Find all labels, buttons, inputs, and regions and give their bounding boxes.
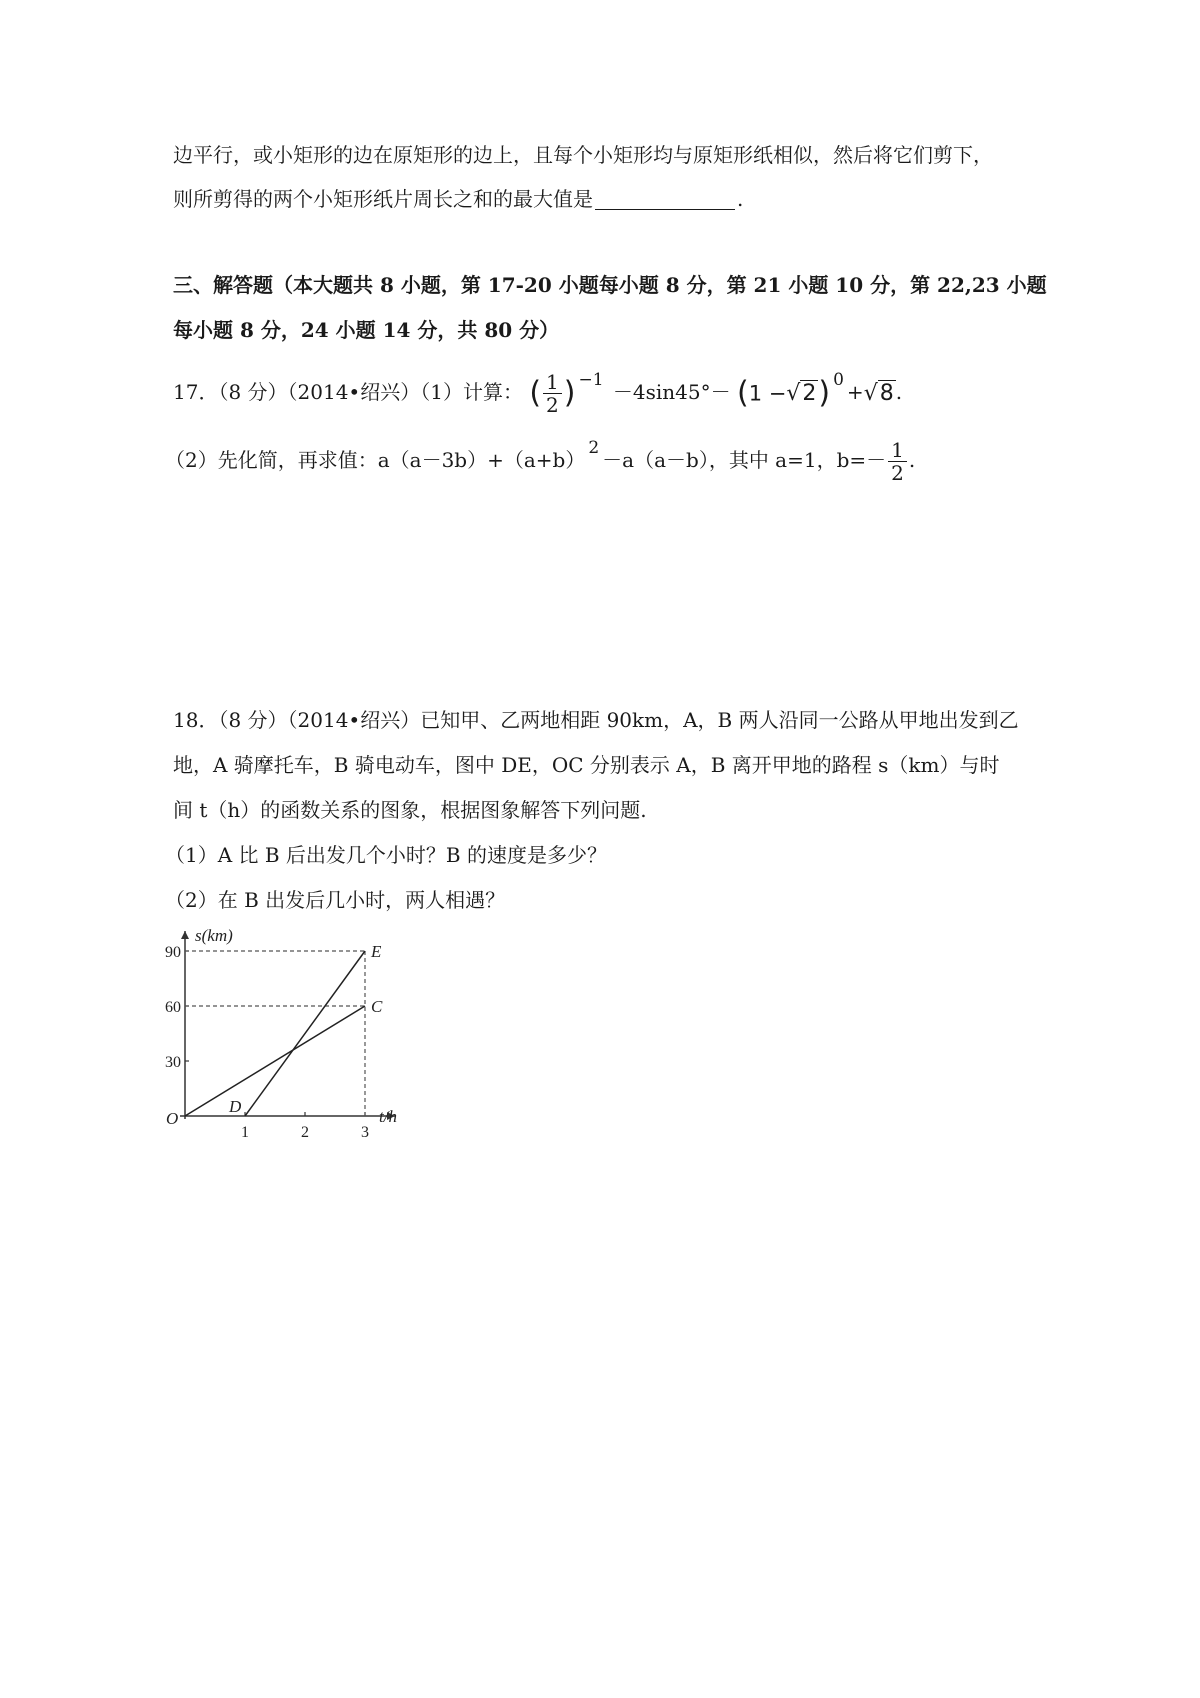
point-label-D: D bbox=[229, 1097, 242, 1116]
q17-part2-end: . bbox=[908, 448, 916, 472]
continuation-period: . bbox=[737, 187, 744, 211]
y-axis-label: s(km) bbox=[195, 926, 233, 945]
q18-line-1: 18．（8 分）（2014•绍兴）已知甲、乙两地相距 90km，A，B 两人沿同一公路从甲地出发到乙 bbox=[173, 708, 1019, 732]
q17-end: . bbox=[895, 380, 903, 404]
y-tick-label-30: 30 bbox=[165, 1054, 181, 1071]
guide-lines bbox=[185, 951, 365, 1116]
series-line-DE bbox=[245, 951, 365, 1116]
section-header-line-1: 三、解答题（本大题共 8 小题，第 17-20 小题每小题 8 分，第 21 小题 10 分，第 22,23 小题 bbox=[173, 273, 1047, 297]
continuation-line-1: 边平行，或小矩形的边在原矩形的边上，且每个小矩形均与原矩形纸相似，然后将它们剪下， bbox=[173, 143, 993, 167]
fraction-denominator: 2 bbox=[546, 393, 559, 417]
q17-paren-open-1: ( bbox=[529, 375, 542, 411]
radicand: 2 bbox=[802, 380, 817, 406]
q17-part2 bbox=[165, 430, 915, 490]
fraction-denominator: 2 bbox=[891, 461, 904, 485]
y-tick-label-60: 60 bbox=[165, 999, 181, 1016]
point-label-E: E bbox=[371, 942, 382, 961]
x-tick-label-3: 3 bbox=[361, 1124, 369, 1141]
answer-blank bbox=[595, 189, 735, 210]
q17-paren-open-2: ( bbox=[736, 375, 749, 411]
y-tick-label-90: 90 bbox=[165, 944, 181, 961]
q17-exponent-zero: 0 bbox=[833, 370, 844, 390]
q18-subquestion-1: （1）A 比 B 后出发几个小时？B 的速度是多少？ bbox=[165, 843, 607, 867]
radicand: 8 bbox=[879, 380, 894, 406]
origin-label: O bbox=[166, 1109, 179, 1128]
q17-part2-text: （2）先化简，再求值：a（a－3b）+（a+b） bbox=[165, 448, 586, 472]
y-axis-arrow bbox=[181, 931, 189, 939]
q17-one-minus: 1 − bbox=[748, 381, 787, 406]
q17-part2-fraction bbox=[888, 439, 907, 484]
q17-part2-text2: －a（a－b），其中 a=1，b=－ bbox=[602, 448, 887, 472]
q17-exponent-neg1: −1 bbox=[578, 370, 604, 390]
continuation-text: 则所剪得的两个小矩形纸片周长之和的最大值是 bbox=[173, 187, 593, 211]
axes bbox=[180, 931, 395, 1120]
point-label-C: C bbox=[371, 997, 383, 1016]
continuation-line-2 bbox=[173, 184, 743, 214]
q18-line-2: 地，A 骑摩托车，B 骑电动车，图中 DE，OC 分别表示 A，B 离开甲地的路程 s（km）与时 bbox=[173, 753, 1000, 777]
x-tick-label-1: 1 bbox=[241, 1124, 249, 1141]
q17-fraction-half bbox=[543, 371, 562, 416]
q17-paren-close-1: ) bbox=[563, 375, 576, 411]
q17-paren-close-2: ) bbox=[818, 375, 831, 411]
q17-part2-exponent: 2 bbox=[588, 438, 600, 458]
series-lines bbox=[185, 951, 365, 1116]
q18-line-3: 间 t（h）的函数关系的图象，根据图象解答下列问题. bbox=[173, 798, 647, 822]
x-tick-label-2: 2 bbox=[301, 1124, 309, 1141]
q17-middle: －4sin45°－ bbox=[612, 380, 731, 404]
q17-sqrt-2: √2 bbox=[786, 380, 817, 406]
q17-prefix: 17．（8 分）（2014•绍兴）（1）计算： bbox=[173, 380, 523, 404]
q17-plus: + bbox=[846, 380, 864, 404]
fraction-numerator: 1 bbox=[543, 371, 562, 394]
distance-time-graph bbox=[165, 926, 450, 1145]
fraction-numerator: 1 bbox=[888, 439, 907, 462]
q18-subquestion-2: （2）在 B 出发后几小时，两人相遇？ bbox=[165, 888, 506, 912]
graph-labels bbox=[165, 926, 397, 1141]
q17-sqrt-8: √8 bbox=[863, 380, 894, 406]
q17-part1 bbox=[173, 362, 902, 422]
section-header-line-2: 每小题 8 分，24 小题 14 分，共 80 分） bbox=[173, 318, 560, 342]
series-line-OC bbox=[185, 1006, 365, 1116]
x-axis-label: t/h bbox=[379, 1107, 397, 1126]
